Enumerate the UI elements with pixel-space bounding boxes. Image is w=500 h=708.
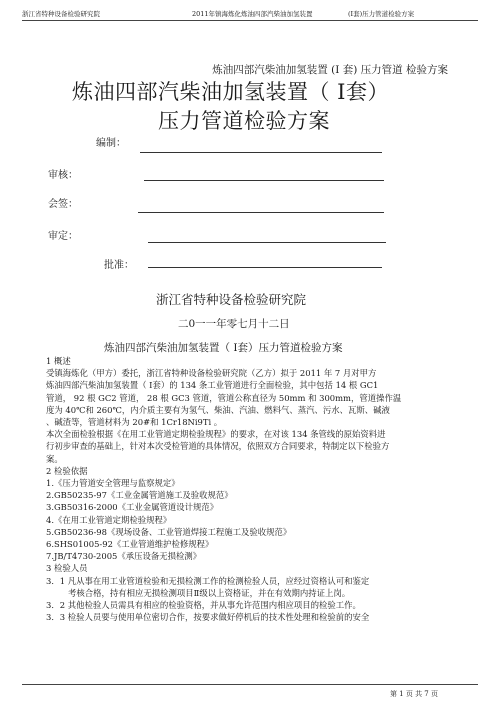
basis-item: 6.SHS01005-92《工业管道维护检修规程》	[46, 539, 214, 550]
page-footer	[22, 684, 478, 698]
label-compiler: 编制：	[96, 138, 126, 149]
basis-item: 7.JB/T4730-2005《承压设备无损检测》	[46, 551, 202, 562]
header-right: (I套)压力管道检验方案	[348, 10, 415, 18]
paragraph-line: 行初步审查的基础上，针对本次受检管道的具体情况，依照双方合同要求，特制定以下检验方	[46, 441, 390, 452]
clause-3-3: 3．3 检验人员要与使用单位密切合作，按要求做好停机后的技术性处理和检验前的安全	[46, 612, 370, 623]
signature-line-reviewer	[144, 180, 384, 181]
section-1-title: 1 概述	[46, 356, 71, 366]
label-approver: 批准：	[104, 260, 134, 271]
signature-line-compiler	[140, 152, 382, 153]
paragraph-line: 炼油四部汽柴油加氢装置（ Ⅰ套）的 134 条工业管道进行全面检验，其中包括 14 根 GC1	[46, 380, 379, 391]
label-reviewer: 审核：	[48, 170, 78, 181]
body-heading: 炼油四部汽柴油加氢装置（ Ⅰ套）压力管道检验方案	[104, 342, 343, 354]
header-left: 浙江省特种设备检验研究院	[22, 10, 100, 18]
label-countersign: 会签：	[48, 199, 78, 210]
cover-title-line1: 炼油四部汽柴油加氢装置（ Ⅰ套）	[72, 80, 389, 104]
cover-subtitle: 炼油四部汽柴油加氢装置 (I 套) 压力管道 检验方案	[212, 64, 448, 76]
signature-line-countersign	[138, 212, 384, 213]
clause-3-1: 3．1 凡从事在用工业管道检验和无损检测工作的检测检验人员，应经过资格认可和鉴定	[46, 575, 370, 586]
section-2-title: 2 检验依据	[46, 465, 88, 476]
basis-item: 1.《压力管道安全管理与监察规定》	[46, 478, 180, 489]
running-header	[22, 6, 478, 21]
signature-line-approver	[148, 267, 382, 268]
body-text	[46, 355, 464, 623]
clause-3-1-cont: 考核合格，持有相应无损检测项目Ⅱ级以上资格证，并在有效期内持证上岗。	[68, 587, 351, 598]
signature-line-examiner	[148, 242, 386, 243]
paragraph-line: 度为 40℃和 260℃，内介质主要有为氢气、柴油、汽油、燃料气、蒸汽、污水、瓦斯、碱液	[46, 404, 390, 415]
paragraph-line: 案。	[46, 453, 63, 464]
paragraph-line: 受镇海炼化（甲方）委托，浙江省特种设备检验研究院（乙方）拟于 2011 年 7 月对甲方	[46, 368, 377, 379]
paragraph-line: 、碱渣等，管道材料为 20#和 1Cr18Ni9Ti 。	[46, 417, 223, 428]
organization-name: 浙江省特种设备检验研究院	[156, 292, 307, 307]
basis-item: 4.《在用工业管道定期检验规程》	[46, 514, 172, 525]
page-number: 第 1 页 共 7 页	[389, 690, 438, 698]
basis-item: 2.GB50235-97《工业金属管道施工及验收规范》	[46, 490, 233, 501]
clause-3-2: 3．2 其他检验人员需具有相应的检验资格，并从事允许范围内相应项目的检验工作。	[46, 600, 361, 611]
label-examiner: 审定：	[48, 231, 78, 242]
header-center: 2011年镇海炼化炼油四部汽柴油加氢装置	[192, 10, 313, 18]
document-date: 二0一一年零七月十二日	[178, 318, 290, 330]
paragraph-line: 本次全面检验根据《在用工业管道定期检验规程》的要求，在对该 134 条管线的原始资料进	[46, 429, 386, 440]
basis-item: 5.GB50236-98《现场设备、工业管道焊接工程施工及验收规范》	[46, 526, 292, 537]
cover-title-line2: 压力管道检验方案	[158, 109, 330, 133]
basis-item: 3.GB50316-2000《工业金属管道设计规范》	[46, 502, 219, 513]
section-3-title: 3 检验人员	[46, 563, 88, 574]
paragraph-line: 管道， 92 根 GC2 管道， 28 根 GC3 管道，管道公称直径为 50mm 和 300mm，管道操作温	[46, 392, 402, 403]
